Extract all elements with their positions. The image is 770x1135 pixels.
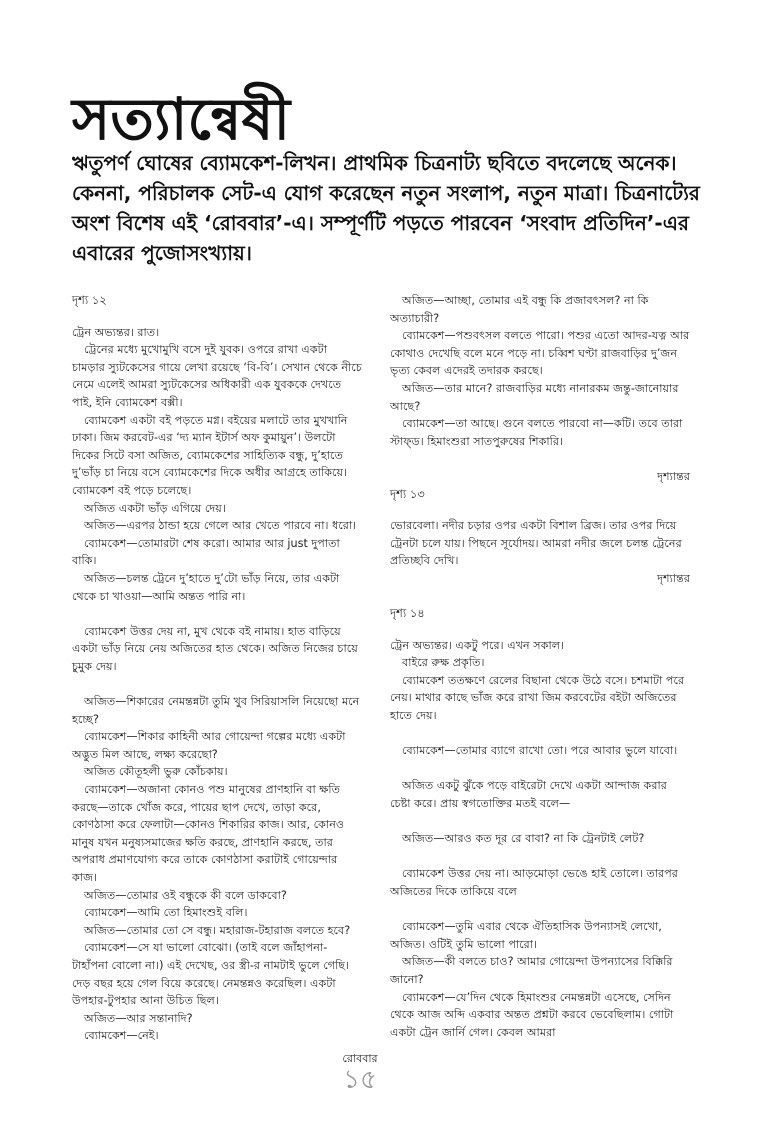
scene-transition: দৃশ্যান্তর: [657, 571, 690, 585]
script-paragraph: অজিত একটু ঝুঁকে পড়ে বাইরেটা দেখে একটা আন্দাজ করার চেষ্টা করে। প্রায় স্বগতোক্তির মতই বলে—: [390, 779, 667, 811]
script-paragraph: ব্যোমকেশ—পশুবৎসল বলতে পারো। পশুর এতো আদর-যত্ন আর কোথাও দেখেছি বলে মনে পড়ে না। চব্বিশ ঘণ্টা রাজবাড়ির দু’জন ভৃত্য কেবল এদেরই তদারক করছে।: [390, 329, 690, 378]
script-paragraph: অজিত—আচ্ছা, তোমার এই বন্ধু কি প্রজাবৎসল? না কি অত্যাচারী?: [390, 294, 649, 325]
spacer: [72, 310, 362, 324]
script-paragraph: ব্যোমকেশ—নেই।: [84, 1029, 159, 1043]
script-paragraph: ব্যোমকেশ উত্তর দেয় না, মুখ থেকে বই নামায়। হাত বাড়িয়ে একটা ভাঁড় নিয়ে নেয় অজিতের হাত থেকে। অজিত নিজের চায়ে চুমুক দেয়।: [72, 624, 358, 673]
spacer: [390, 901, 690, 919]
spacer: [390, 813, 690, 831]
script-paragraph: অজিত—তার মানে? রাজবাড়ির মধ্যে নানারকম জন্তু-জানোয়ার আছে?: [390, 381, 679, 413]
script-paragraph: অজিত—শিকারের নেমন্তন্নটা তুমি খুব সিরিয়াসলি নিয়েছো মনে হচ্ছে?: [72, 695, 360, 726]
script-paragraph: ব্যোমকেশ—সে যা ভালো বোঝো। (তাই বলে জাঁহাপনা-টাহাঁপনা বোলো না।) এই দেখেছ, ওর স্ত্রী-র নামটাই ভুলে গেছি। দেড় বছর হয়ে গেল বিয়ে করেছে। নেমন্তন্নও করেছিল। একটা উপহার-টুপহার আনা উচিত ছিল।: [72, 941, 350, 1008]
spacer: [390, 588, 690, 606]
script-paragraph: ব্যোমকেশ—যে’দিন থেকে হিমাংশুর নেমন্তন্নটা এসেছে, সেদিন থেকে আজ অব্দি একবার অন্তত প্রশ্নটা করবে ভেবেছিলাম। গোটা একটা ট্রেন জার্নি গেল। কেবল আমরা: [390, 990, 674, 1039]
right-column: [390, 292, 690, 1041]
script-paragraph: ব্যোমকেশ ততক্ষণে রেলের বিছানা থেকে উঠে বসে। চশমাটা পরে নেয়। মাথার কাছে ভাঁজ করে রাখা জিম করবেটের বইটা অজিতের হাতে দেয়।: [390, 673, 685, 723]
spacer: [390, 848, 690, 866]
script-paragraph: ব্যোমকেশ—তুমি এবার থেকে ঐতিহাসিক উপন্যাসই লেখো, অজিত। ওটিই তুমি ভালো পারো।: [390, 920, 662, 951]
script-paragraph: বাইরে রুক্ষ প্রকৃতি।: [402, 656, 485, 670]
script-paragraph: ব্যোমকেশ—তোমারটা শেষ করো। আমার আর just দুপাতা বাকি।: [72, 536, 340, 568]
script-paragraph: অজিত—এরপর ঠান্ডা হয়ে গেলে আর খেতে পারবে না। ধরো।: [84, 519, 357, 533]
spacer: [390, 760, 690, 778]
script-paragraph: অজিত একটা ভাঁড় এগিয়ে দেয়।: [84, 501, 226, 515]
script-paragraph: ব্যোমকেশ—আমি তো হিমাংশুই বলি।: [84, 906, 248, 920]
scene-heading: দৃশ্য ১৪: [390, 606, 425, 621]
script-paragraph: অজিত—আরও কত দূর রে বাবা? না কি ট্রেনটাই লেট?: [402, 832, 645, 846]
script-paragraph: ব্যোমকেশ উত্তর দেয় না। আড়মোড়া ভেঙে হাই তোলে। তারপর অজিতের দিকে তাকিয়ে বলে: [390, 867, 678, 898]
page-number: ১৫: [343, 1065, 377, 1095]
spacer: [72, 675, 362, 693]
scene-heading: দৃশ্য ১২: [72, 293, 107, 307]
script-paragraph: অজিত—চলন্ত ট্রেনে দু’হাতে দু’টো ভাঁড় নিয়ে, তার একটা থেকে চা খাওয়া—আমি অন্তত পারি না।: [72, 571, 340, 603]
page-title: সত্যান্বেষী: [72, 85, 291, 153]
spacer: [390, 450, 690, 468]
script-paragraph: ব্যোমকেশ—অজানা কোনও পশু মানুষের প্রাণহানি বা ক্ষতি করছে—তাকে খোঁজ করে, পায়ের ছাপ দেখে, তাড়া করে, কোণঠাসা করে ফেলাটা—কোনও শিকারির কাজ। আর, কোনও মানুষ যখন মনুষ্যসমাজের ক্ষতি করছে, প্রাণহানি করছে, তার অপরাধ প্রমাণযোগ্য করে তাকে কোণঠাসা করাটাই গোয়েন্দার কাজ।: [72, 783, 345, 884]
script-paragraph: অজিত—আর সন্তানাদি?: [84, 1011, 193, 1025]
script-paragraph: ট্রেনের মধ্যে মুখোমুখি বসে দুই যুবক। ওপরে রাখা একটা চামড়ার স্যুটকেসের গায়ে লেখা রয়েছে ‘বি-বি’। সেখান থেকে নীচে নেমে এলেই আমরা স্যুটকেসের অধিকারী এক যুবককে দেখতে পাই, ইনি ব্যোমকেশ বক্সী।: [72, 343, 362, 409]
spacer: [390, 503, 690, 517]
magazine-name: রোববার: [342, 1052, 378, 1065]
script-paragraph: অজিত—তোমার ওই বন্ধুকে কী বলে ডাকবো?: [84, 888, 287, 902]
scene-heading: দৃশ্য ১৩: [390, 486, 425, 501]
spacer: [72, 605, 362, 623]
intro-paragraph: ঋতুপর্ণ ঘোষের ব্যোমকেশ-লিখন। প্রাথমিক চিত্রনাট্য ছবিতে বদলেছে অনেক। কেননা, পরিচালক সেট-এ যোগ করেছেন নতুন সংলাপ, নতুন মাত্রা। চিত্রনাট্যের অংশ বিশেষ এই ‘রোববার’-এ। সম্পূর্ণটি পড়তে পারবেন ‘সংবাদ প্রতিদিন’-এর এবারের পুজোসংখ্যায়।: [72, 151, 700, 265]
script-paragraph: ব্যোমকেশ—শিকার কাহিনী আর গোয়েন্দা গল্পের মধ্যে একটা অদ্ভুত মিল আছে, লক্ষ্য করেছো?: [72, 730, 346, 761]
script-paragraph: অজিত—তোমার তো সে বন্ধু। মহারাজ-টহারাজ বলতে হবে?: [84, 923, 351, 937]
script-paragraph: ব্যোমকেশ—তোমার ব্যাগে রাখো তো। পরে আবার ভুলে যাবো।: [402, 744, 678, 758]
script-paragraph: ব্যোমকেশ—তা আছে। গুনে বলতে পারবো না—কটি। তবে তারা স্টাফ্‌ড। হিমাংশুরা সাতপুরুষের শিকারি।: [390, 417, 683, 448]
script-paragraph: ভোরবেলা। নদীর চড়ার ওপর একটা বিশাল ব্রিজ। তার ওপর দিয়ে ট্রেনটা চলে যায়। পিছনে সূর্যোদয়। আমরা নদীর জলে চলন্ত ট্রেনের প্রতিচ্ছবি দেখি।: [390, 519, 682, 568]
spacer: [390, 725, 690, 743]
script-paragraph: ট্রেন অভ্যন্তর। একটু পরে। এখন সকাল।: [390, 638, 565, 652]
script-paragraph: অজিত—কী বলতে চাও? আমার গোয়েন্দা উপন্যাসের বিক্কিরি জানো?: [390, 955, 673, 986]
page-footer: [330, 1052, 390, 1094]
script-paragraph: ব্যোমকেশ একটা বই পড়তে মগ্ন। বইয়ের মলাটে তার মুখখানি ঢাকা। জিম করবেট-এর ‘দ্য ম্যান ইটার্স অফ কুমায়ুন’। উলটো দিকের সিটে বসা অজিত, ব্যোমকেশের সাহিত্যিক বন্ধু, দু’হাতে দু’ভাঁড় চা নিয়ে বসে ব্যোমকেশের দিকে অধীর আগ্রহে তাকিয়ে। ব্যোমকেশ বই পড়ে চলেছে।: [72, 413, 348, 497]
script-paragraph: ট্রেন অভ্যন্তর। রাত।: [72, 325, 160, 339]
scene-transition: দৃশ্যান্তর: [657, 469, 690, 483]
script-paragraph: অজিত কৌতূহলী ভুরু কোঁচকায়।: [84, 765, 228, 779]
spacer: [390, 623, 690, 637]
left-column: [72, 292, 362, 1045]
